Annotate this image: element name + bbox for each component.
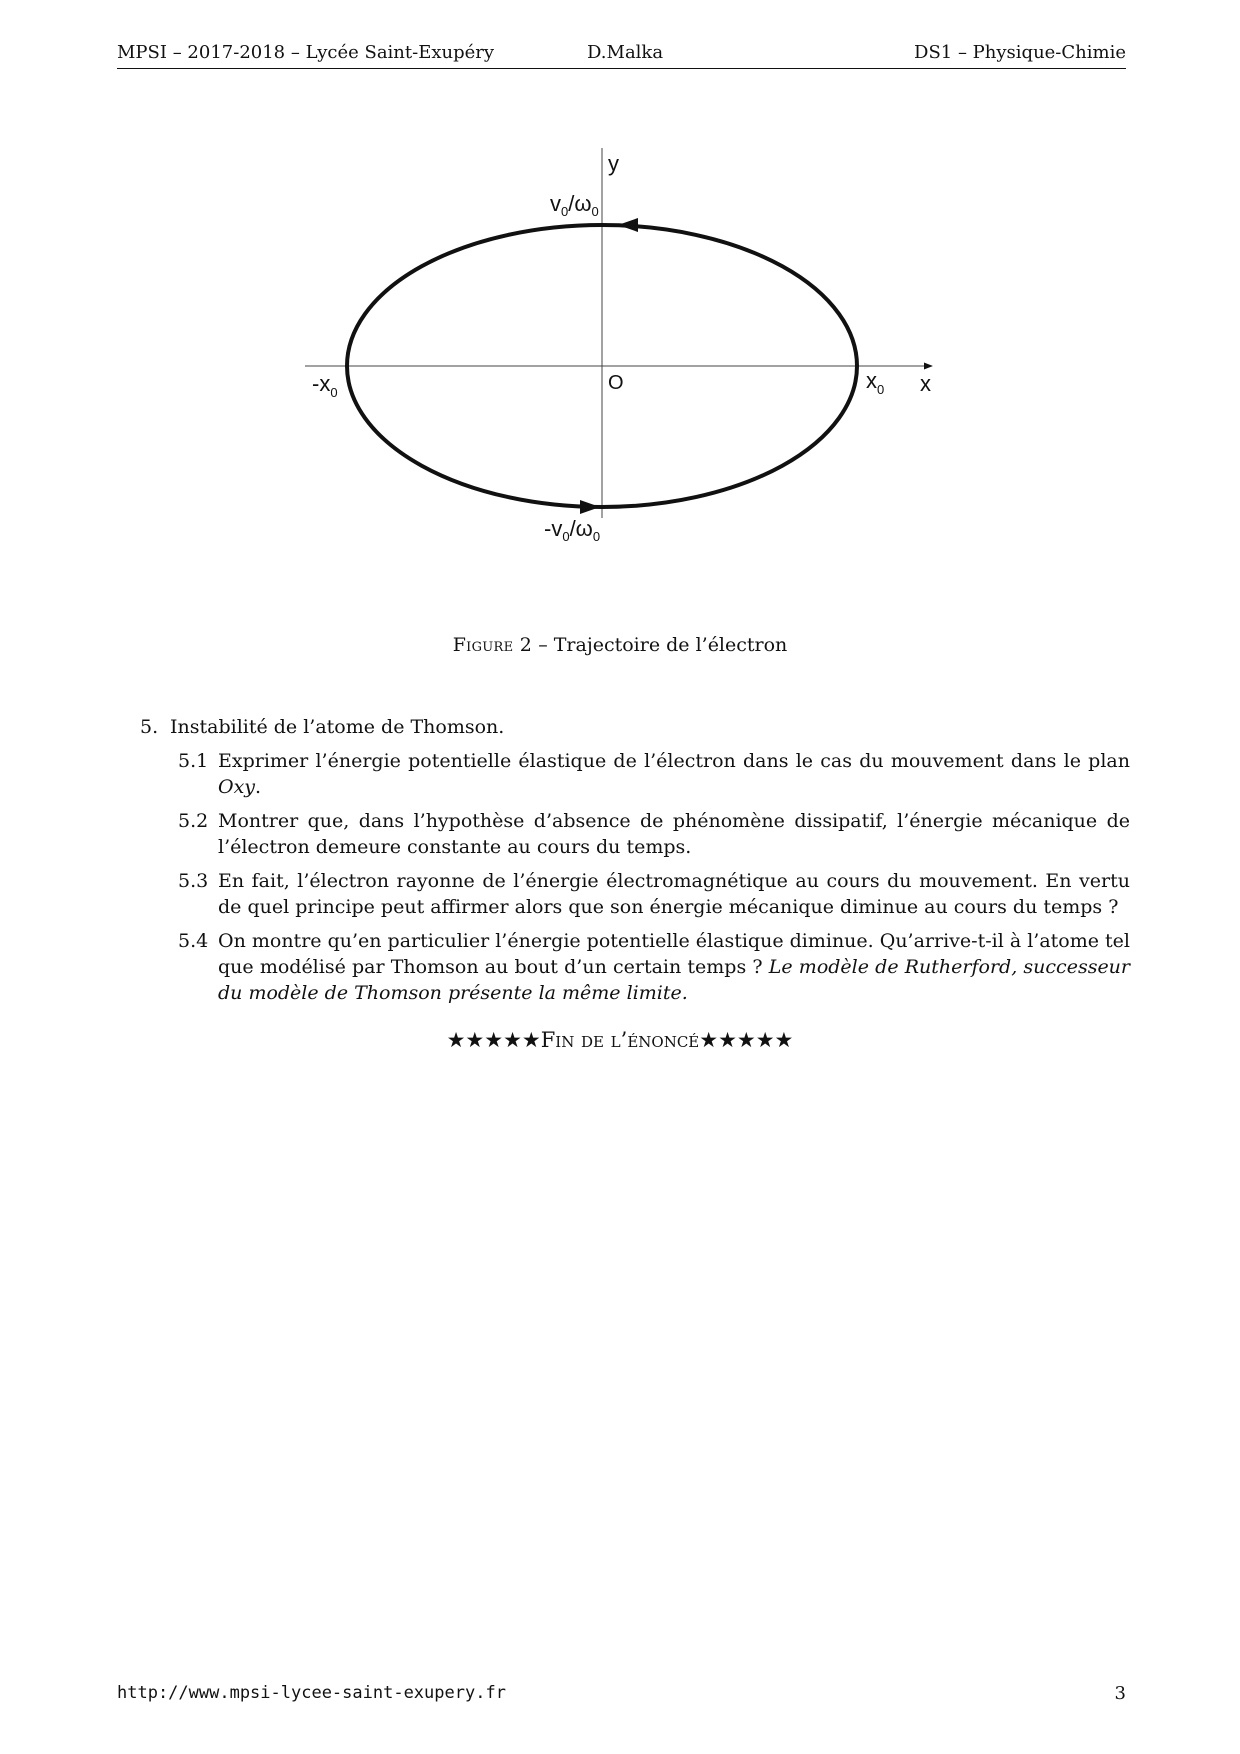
subquestion-text: En fait, l’électron rayonne de l’énergie électromagnétique au cours du mouvement. En vertu de quel principe peut affirmer alors que son énergie mécanique diminue au cours du temps ? bbox=[218, 870, 1130, 918]
axis-label-y: y bbox=[608, 151, 619, 176]
caption-label: Figure 2 bbox=[452, 634, 533, 656]
end-text: Fin de l’énoncé bbox=[540, 1028, 700, 1052]
page-footer bbox=[117, 1683, 1126, 1709]
question-5-1 bbox=[140, 748, 1130, 800]
stars-left: ★★★★★ bbox=[446, 1028, 541, 1052]
page-number: 3 bbox=[1114, 1683, 1126, 1704]
math-oxy: Oxy bbox=[218, 776, 256, 798]
header-course: MPSI – 2017-2018 – Lycée Saint-Exupéry bbox=[117, 42, 495, 63]
question-5 bbox=[140, 714, 1130, 740]
origin-label: O bbox=[608, 372, 624, 394]
question-5-3 bbox=[140, 868, 1130, 920]
end-of-statement bbox=[0, 1028, 1240, 1052]
question-title: Instabilité de l’atome de Thomson. bbox=[170, 716, 505, 738]
subquestion-italic-note: Le modèle de Rutherford, successeur du modèle de Thomson présente la même limite. bbox=[218, 956, 1131, 1004]
subquestion-number: 5.4 bbox=[178, 930, 209, 952]
figure-caption bbox=[0, 634, 1240, 656]
stars-right: ★★★★★ bbox=[699, 1028, 794, 1052]
subquestion-text: Exprimer l’énergie potentielle élastique de l’électron dans le cas du mouvement dans le plan bbox=[218, 750, 1130, 772]
subquestion-number: 5.1 bbox=[178, 750, 209, 772]
label-bottom-minus-v0-omega0: $-v_0/\omega_0$ bbox=[544, 516, 601, 544]
direction-arrow-bottom bbox=[580, 500, 600, 514]
trajectory-figure bbox=[300, 148, 940, 568]
subquestion-number: 5.2 bbox=[178, 810, 209, 832]
header-exam: DS1 – Physique-Chimie bbox=[914, 42, 1126, 63]
subquestion-text: Montrer que, dans l’hypothèse d’absence de phénomène dissipatif, l’énergie mécanique de l’électron demeure constante au cours du temps. bbox=[218, 810, 1130, 858]
footer-url[interactable]: http://www.mpsi-lycee-saint-exupery.fr bbox=[117, 1683, 506, 1703]
page-header bbox=[117, 40, 1126, 69]
label-top-v0-omega0: $v_0/\omega_0$ bbox=[550, 191, 599, 219]
label-left-minus-x0: $-x_0$ bbox=[312, 371, 338, 400]
question-5-2 bbox=[140, 808, 1130, 860]
axis-label-x: x bbox=[920, 371, 931, 396]
direction-arrow-top bbox=[618, 218, 638, 232]
question-list bbox=[140, 714, 1130, 1006]
question-5-4 bbox=[140, 928, 1130, 1006]
trajectory-diagram bbox=[300, 148, 940, 568]
caption-text: Trajectoire de l’électron bbox=[553, 634, 788, 656]
header-author: D.Malka bbox=[587, 42, 664, 63]
caption-separator: – bbox=[532, 634, 554, 656]
question-number: 5. bbox=[140, 716, 159, 738]
subquestion-number: 5.3 bbox=[178, 870, 209, 892]
subquestion-tail: . bbox=[255, 776, 262, 798]
subquestion-text: On montre qu’en particulier l’énergie potentielle élastique diminue. Qu’arrive-t-il à l’atome tel que modélisé par Thomson au bout d’un certain temps ? bbox=[218, 930, 1130, 978]
label-right-x0: $x_0$ bbox=[866, 368, 885, 397]
